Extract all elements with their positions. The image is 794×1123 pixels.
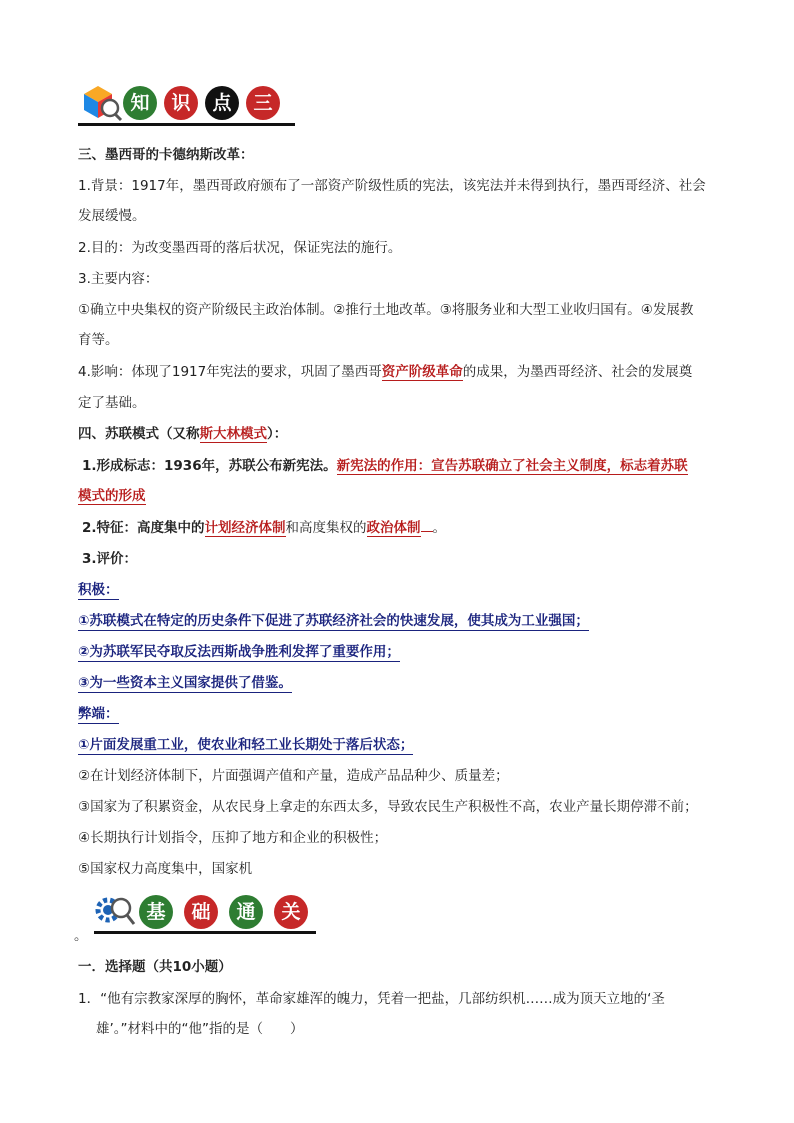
negative-title-row	[78, 704, 119, 724]
section4-title	[78, 424, 287, 444]
purpose-line: 2.目的：为改变墨西哥的落后状况，保证宪法的施行。	[78, 240, 402, 256]
feature-highlight-2: 政治体制	[366, 520, 421, 536]
background-line-1: 1.背景：1917年，墨西哥政府颁布了一部资产阶级性质的宪法，该宪法并未得到执行，墨西哥经济、社会	[78, 178, 706, 194]
positive-item-2: ②为苏联军民夺取反法西斯战争胜利发挥了重要作用；	[78, 644, 400, 660]
negative-item	[78, 735, 413, 755]
negative-item-1: ①片面发展重工业，使农业和轻工业长期处于落后状态；	[78, 737, 414, 753]
negative-item-5: ⑤国家权力高度集中，国家机	[78, 861, 253, 877]
impact-text-post: 的成果，为墨西哥经济、社会的发展奠	[462, 364, 693, 380]
positive-title: 积极：	[78, 582, 119, 598]
gear-magnifier-icon	[94, 892, 138, 932]
negative-item-2: ②在计划经济体制下，片面强调产值和产量，造成产品品种少、质量差；	[78, 768, 509, 784]
header-char-1: 知	[123, 86, 157, 120]
section4-title-post: ）：	[267, 426, 288, 442]
header2-char-3: 通	[229, 895, 263, 929]
header2-underline	[94, 931, 316, 934]
section4-title-pre: 四、苏联模式（又称	[78, 426, 200, 442]
formation-line-1	[82, 456, 688, 476]
section3-title: 三、墨西哥的卡德纳斯改革：	[78, 147, 254, 163]
negative-title: 弊端：	[78, 706, 119, 722]
header2-char-2: 础	[184, 895, 218, 929]
section4-title-highlight: 斯大林模式	[199, 426, 267, 442]
question-1-line-1: 1．“他有宗教家深厚的胸怀，革命家雄浑的魄力，凭着一把盐，几部纺织机……成为顶天立地的‘圣	[78, 991, 665, 1007]
positive-item	[78, 673, 292, 693]
positive-title-row	[78, 580, 119, 600]
negative-item-4: ④长期执行计划指令，压抑了地方和企业的积极性；	[78, 830, 388, 846]
positive-item-3: ③为一些资本主义国家提供了借鉴。	[78, 675, 292, 691]
evaluation-title: 3.评价：	[82, 551, 138, 567]
formation-line-2	[78, 486, 146, 506]
formation-text: 1.形成标志：1936年，苏联公布新宪法。	[82, 458, 337, 474]
feature-highlight-1: 计划经济体制	[204, 520, 286, 536]
impact-line-2: 定了基础。	[78, 395, 146, 411]
positive-item-1: ①苏联模式在特定的历史条件下促进了苏联经济社会的快速发展，使其成为工业强国；	[78, 613, 589, 629]
content-line-1: ①确立中央集权的资产阶级民主政治体制。②推行土地改革。③将服务业和大型工业收归国有。④发展教	[78, 302, 694, 318]
header2-char-4: 关	[274, 895, 308, 929]
positive-item	[78, 642, 400, 662]
impact-line-1	[78, 362, 692, 382]
header-underline	[78, 123, 295, 126]
negative-item-3: ③国家为了积累资金，从农民身上拿走的东西太多，导致农民生产积极性不高，农业产量长期停滞不前；	[78, 799, 698, 815]
content-title: 3.主要内容：	[78, 271, 159, 287]
formation-highlight-2: 模式的形成	[78, 488, 146, 504]
background-line-2: 发展缓慢。	[78, 208, 146, 224]
positive-item	[78, 611, 589, 631]
feature-line	[82, 518, 446, 538]
feature-blank	[421, 530, 433, 532]
impact-text-pre: 4.影响：体现了1917年宪法的要求，巩固了墨西哥	[78, 364, 382, 380]
feature-text-mid: 和高度集权的	[285, 520, 367, 536]
header-char-3: 点	[205, 86, 239, 120]
feature-text-pre: 2.特征：高度集中的	[82, 520, 205, 536]
content-line-2: 育等。	[78, 332, 119, 348]
question-1-line-2: 雄’。”材料中的“他”指的是（ ）	[96, 1021, 304, 1037]
header2-char-1: 基	[139, 895, 173, 929]
question-section-title: 一．选择题（共10小题）	[78, 959, 232, 975]
header-char-2: 识	[164, 86, 198, 120]
impact-highlight: 资产阶级革命	[381, 364, 463, 380]
feature-text-end: 。	[432, 520, 447, 536]
cube-magnifier-icon	[78, 80, 124, 122]
stray-period: 。	[74, 928, 88, 944]
header-char-4: 三	[246, 86, 280, 120]
formation-highlight: 新宪法的作用：宣告苏联确立了社会主义制度，标志着苏联	[336, 458, 688, 474]
